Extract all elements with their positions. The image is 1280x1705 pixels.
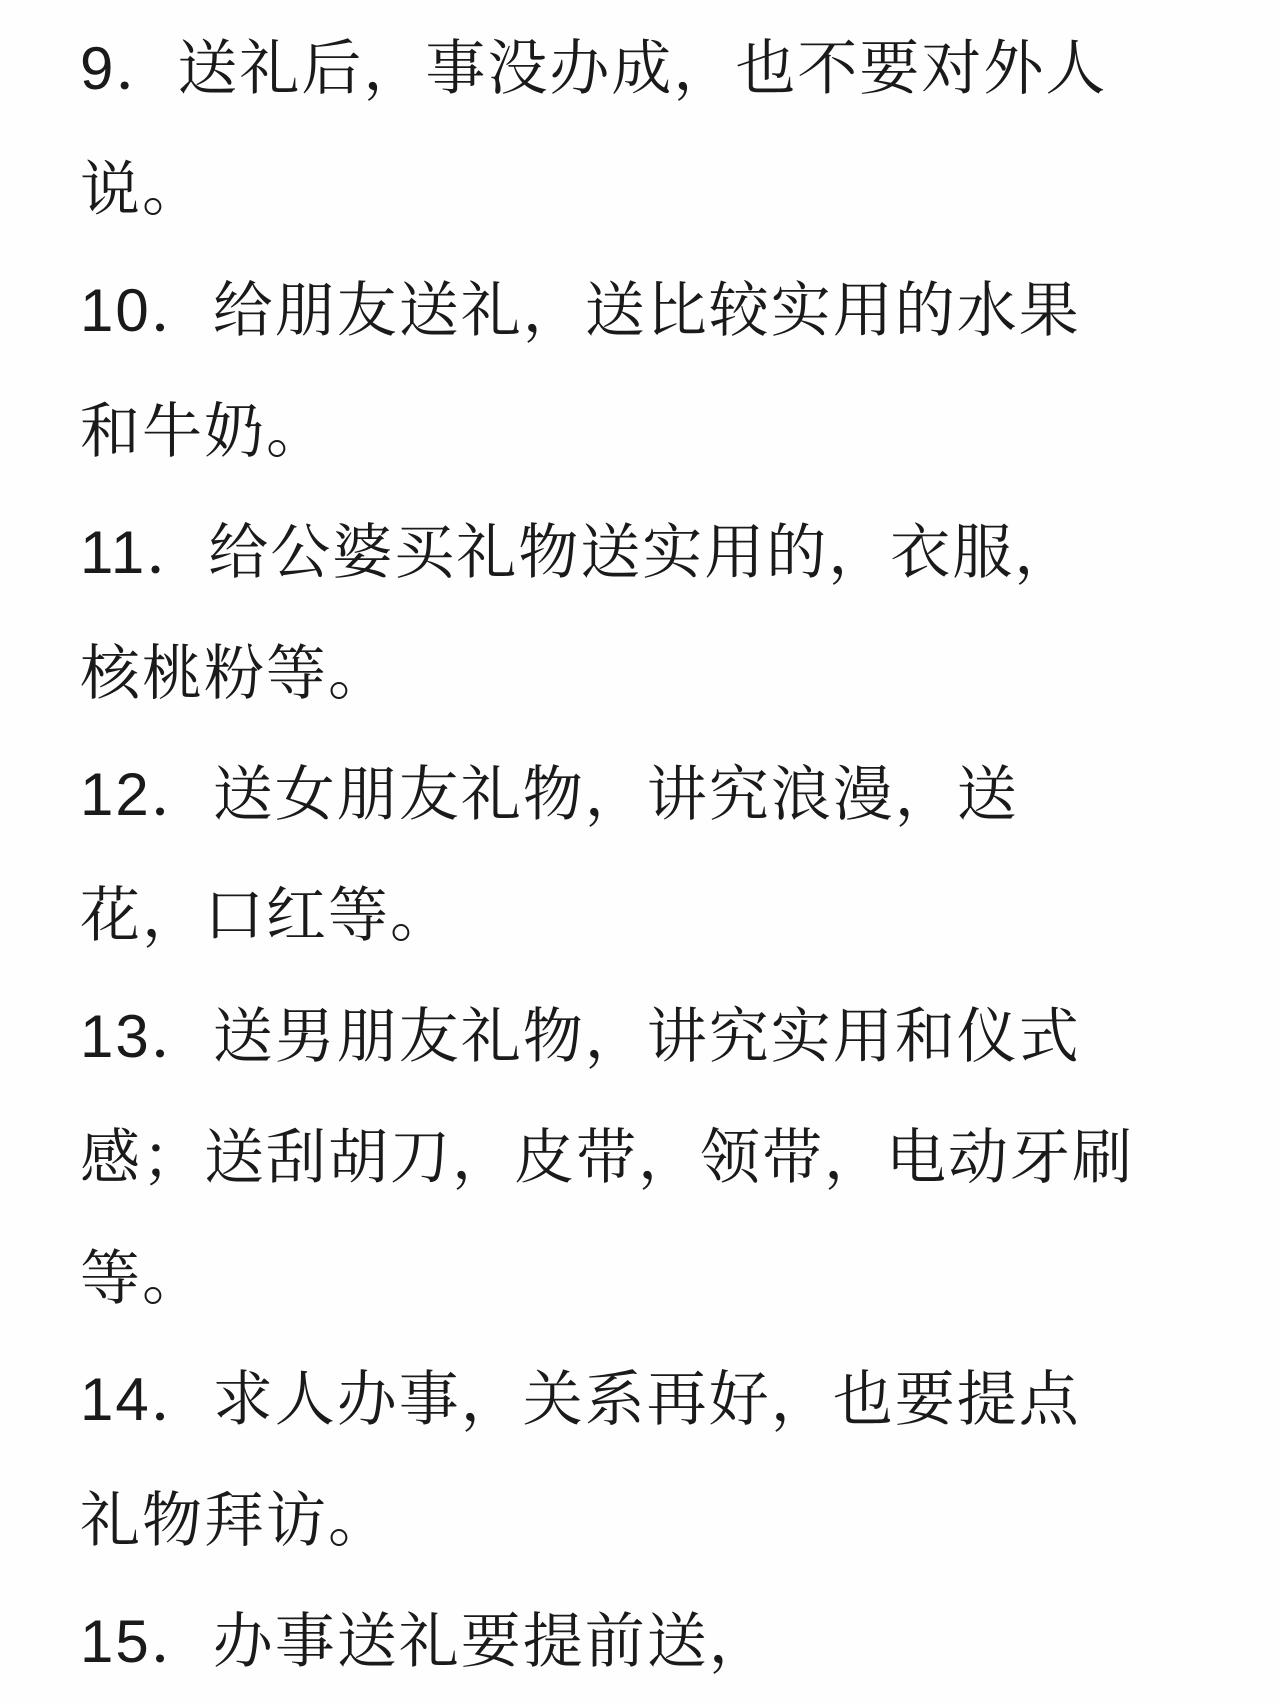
list-item-11 — [80, 492, 1240, 734]
text-line: 感；送刮胡刀，皮带，领带，电动牙刷 — [80, 1124, 1134, 1191]
list-item-9 — [80, 8, 1240, 250]
text-line: 核桃粉等。 — [80, 640, 390, 707]
text-line: 10．给朋友送礼，送比较实用的水果 — [80, 277, 1081, 344]
text-line: 14．求人办事，关系再好，也要提点 — [80, 1366, 1081, 1433]
text-line: 花，口红等。 — [80, 882, 452, 949]
text-line: 等。 — [80, 1245, 204, 1312]
list-item-12 — [80, 734, 1240, 976]
text-line: 和牛奶。 — [80, 398, 328, 465]
text-line: 15．办事送礼要提前送， — [80, 1608, 771, 1675]
text-line: 说。 — [80, 156, 204, 223]
list-item-13 — [80, 976, 1240, 1339]
text-line: 11．给公婆买礼物送实用的，衣服， — [80, 519, 1077, 586]
text-line: 12．送女朋友礼物，讲究浪漫，送 — [80, 761, 1019, 828]
text-line: 9．送礼后，事没办成，也不要对外人 — [80, 35, 1108, 102]
list-item-10 — [80, 250, 1240, 492]
list-item-14 — [80, 1339, 1240, 1581]
list-item-15 — [80, 1581, 1240, 1702]
text-line: 礼物拜访。 — [80, 1487, 390, 1554]
text-line: 13．送男朋友礼物，讲究实用和仪式 — [80, 1003, 1081, 1070]
